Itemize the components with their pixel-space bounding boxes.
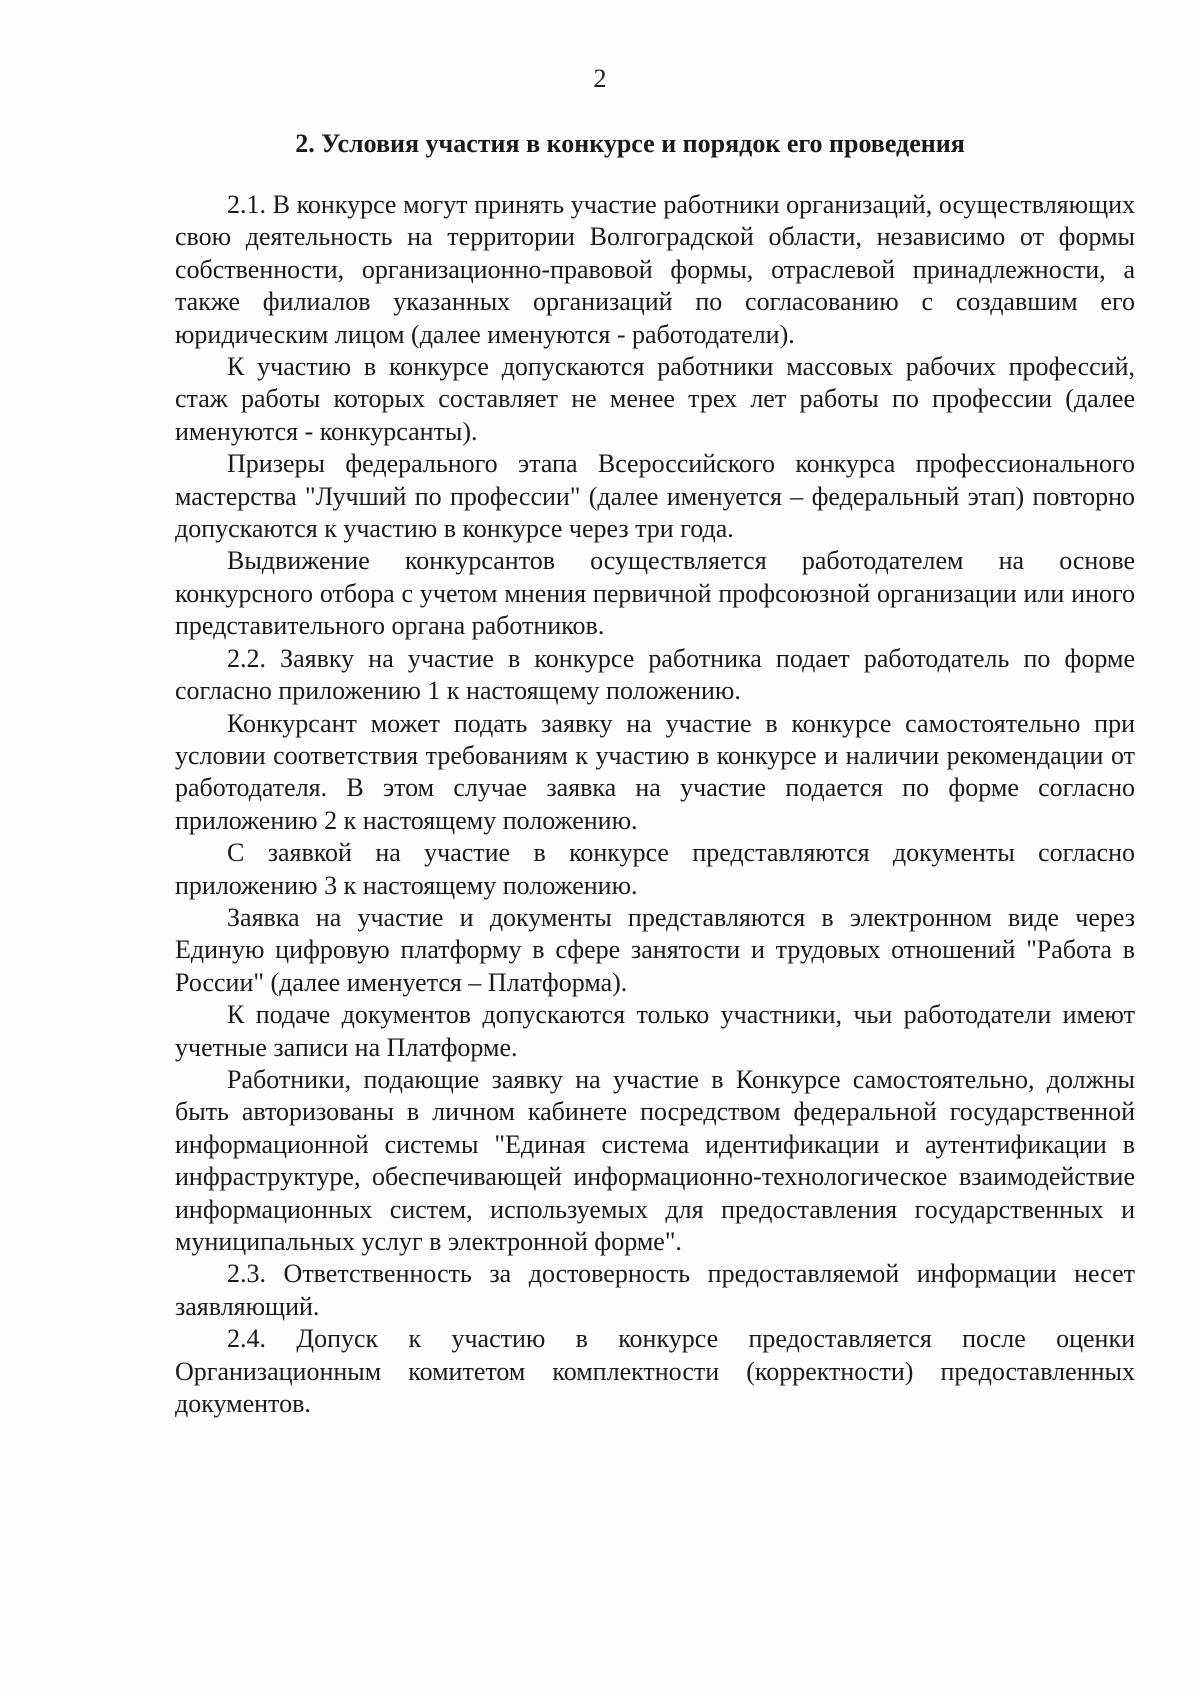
paragraph-documents: С заявкой на участие в конкурсе представляются документы согласно приложению 3 к настоящему положению.	[175, 838, 1135, 900]
paragraph-platform-accounts: К подаче документов допускаются только участники, чьи работодатели имеют учетные записи на Платформе.	[175, 1000, 1135, 1062]
paragraph-prize-winners: Призеры федерального этапа Всероссийского конкурса профессионального мастерства "Лучший по профессии" (далее именуется – федеральный этап) повторно допускаются к участию в конкурсе через три года.	[175, 449, 1135, 544]
paragraph-2-3: 2.3. Ответственность за достоверность предоставляемой информации несет заявляющий.	[175, 1259, 1135, 1321]
page-number: 2	[593, 64, 607, 93]
document-body	[175, 189, 1135, 1420]
paragraph-admission: К участию в конкурсе допускаются работники массовых рабочих профессий, стаж работы которых составляет не менее трех лет работы по профессии (далее именуются - конкурсанты).	[175, 352, 1135, 446]
paragraph-self-application: Конкурсант может подать заявку на участие в конкурсе самостоятельно при условии соответствия требованиям к участию в конкурсе и наличии рекомендации от работодателя. В этом случае заявка на участие подается по форме согласно приложению 2 к настоящему положению.	[175, 708, 1135, 835]
paragraph-nomination: Выдвижение конкурсантов осуществляется работодателем на основе конкурсного отбора с учетом мнения первичной профсоюзной организации или иного представительного органа работников.	[175, 546, 1135, 641]
section-title: 2. Условия участия в конкурсе и порядок его проведения	[295, 129, 965, 158]
paragraph-2-4: 2.4. Допуск к участию в конкурсе предоставляется после оценки Организационным комитетом комплектности (корректности) предоставленных документов.	[175, 1324, 1135, 1419]
paragraph-electronic-submission: Заявка на участие и документы представляются в электронном виде через Единую цифровую платформу в сфере занятости и трудовых отношений "Работа в России" (далее именуется – Платформа).	[175, 902, 1135, 997]
paragraph-2-1: 2.1. В конкурсе могут принять участие работники организаций, осуществляющих свою деятельность на территории Волгоградской области, независимо от формы собственности, организационно-правовой формы, отраслевой принадлежности, а также филиалов указанных организаций по согласованию с создавшим его юридическим лицом (далее именуются - работодатели).	[175, 190, 1135, 349]
paragraph-authorization: Работники, подающие заявку на участие в Конкурсе самостоятельно, должны быть авторизованы в личном кабинете посредством федеральной государственной информационной системы "Единая система идентификации и аутентификации в инфраструктуре, обеспечивающей информационно-технологическое взаимодействие информационных систем, используемых для предоставления государственных и муниципальных услуг в электронной форме".	[175, 1064, 1135, 1256]
paragraph-2-2: 2.2. Заявку на участие в конкурсе работника подает работодатель по форме согласно приложению 1 к настоящему положению.	[175, 643, 1135, 706]
